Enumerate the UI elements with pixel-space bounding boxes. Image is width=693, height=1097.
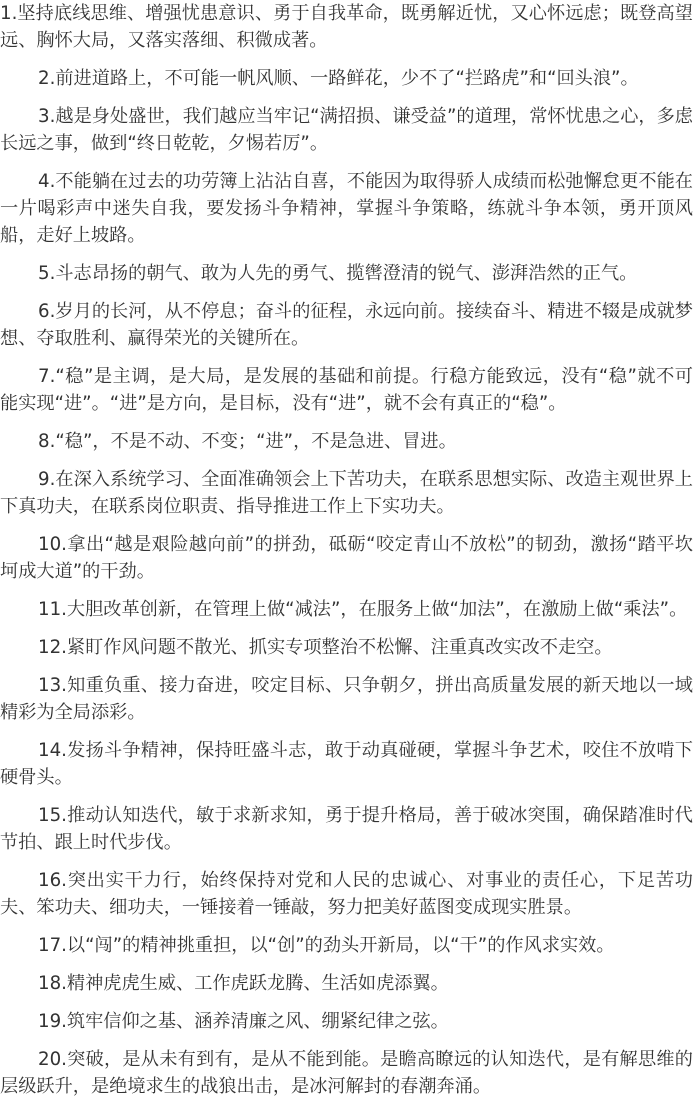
paragraph-11: 11.大胆改革创新，在管理上做“减法”，在服务上做“加法”，在激励上做“乘法”。 (38, 599, 688, 620)
paragraph-6: 6.岁月的长河，从不停息；奋斗的征程，永远向前。接续奋斗、精进不辍是成就梦想、夺取胜利、赢得荣光的关键所在。 (0, 301, 693, 349)
paragraph-4: 4.不能躺在过去的功劳簿上沾沾自喜，不能因为取得骄人成绩而松弛懈怠更不能在一片喝彩声中迷失自我，要发扬斗争精神，掌握斗争策略，练就斗争本领，勇开顶风船，走好上坡路。 (0, 171, 693, 246)
paragraph-20: 20.突破，是从未有到有，是从不能到能。是瞻高瞭远的认知迭代，是有解思维的层级跃升，是绝境求生的战狼出击，是冰河解封的春潮奔涌。 (0, 1049, 693, 1097)
paragraph-7: 7.“稳”是主调，是大局，是发展的基础和前提。行稳方能致远，没有“稳”就不可能实现“进”。“进”是方向，是目标，没有“进”，就不会有真正的“稳”。 (0, 366, 693, 414)
paragraph-19: 19.筑牢信仰之基、涵养清廉之风、绷紧纪律之弦。 (38, 1011, 449, 1032)
paragraph-2: 2.前进道路上，不可能一帆风顺、一路鲜花，少不了“拦路虎”和“回头浪”。 (38, 68, 639, 89)
paragraph-12: 12.紧盯作风问题不散光、抓实专项整治不松懈、注重真改实改不走空。 (38, 637, 613, 658)
paragraph-1: 1.坚持底线思维、增强忧患意识、勇于自我革命，既勇解近忧，又心怀远虑；既登高望远、胸怀大局，又落实落细、积微成著。 (0, 3, 693, 51)
paragraph-18: 18.精神虎虎生威、工作虎跃龙腾、生活如虎添翼。 (38, 973, 449, 994)
paragraph-14: 14.发扬斗争精神，保持旺盛斗志，敢于动真碰硬，掌握斗争艺术，咬住不放啃下硬骨头。 (0, 740, 693, 788)
paragraph-17: 17.以“闯”的精神挑重担，以“创”的劲头开新局，以“干”的作风求实效。 (38, 935, 615, 956)
paragraph-3: 3.越是身处盛世，我们越应当牢记“满招损、谦受益”的道理，常怀忧患之心，多虑长远之事，做到“终日乾乾，夕惕若厉”。 (0, 106, 693, 154)
paragraph-15: 15.推动认知迭代，敏于求新求知，勇于提升格局，善于破冰突围，确保踏准时代节拍、跟上时代步伐。 (0, 805, 693, 853)
paragraph-9: 9.在深入系统学习、全面准确领会上下苦功夫，在联系思想实际、改造主观世界上下真功夫，在联系岗位职责、指导推进工作上下实功夫。 (0, 469, 693, 517)
paragraph-5: 5.斗志昂扬的朝气、敢为人先的勇气、揽辔澄清的锐气、澎湃浩然的正气。 (38, 263, 638, 284)
paragraph-16: 16.突出实干力行，始终保持对党和人民的忠诚心、对事业的责任心，下足苦功夫、笨功夫、细功夫，一锤接着一锤敲，努力把美好蓝图变成现实胜景。 (0, 870, 693, 918)
paragraph-8: 8.“稳”，不是不动、不变；“进”，不是急进、冒进。 (38, 431, 457, 452)
paragraph-13: 13.知重负重、接力奋进，咬定目标、只争朝夕，拼出高质量发展的新天地以一域精彩为全局添彩。 (0, 675, 693, 723)
paragraph-10: 10.拿出“越是艰险越向前”的拼劲，砥砺“咬定青山不放松”的韧劲，激扬“踏平坎坷成大道”的干劲。 (0, 534, 693, 582)
